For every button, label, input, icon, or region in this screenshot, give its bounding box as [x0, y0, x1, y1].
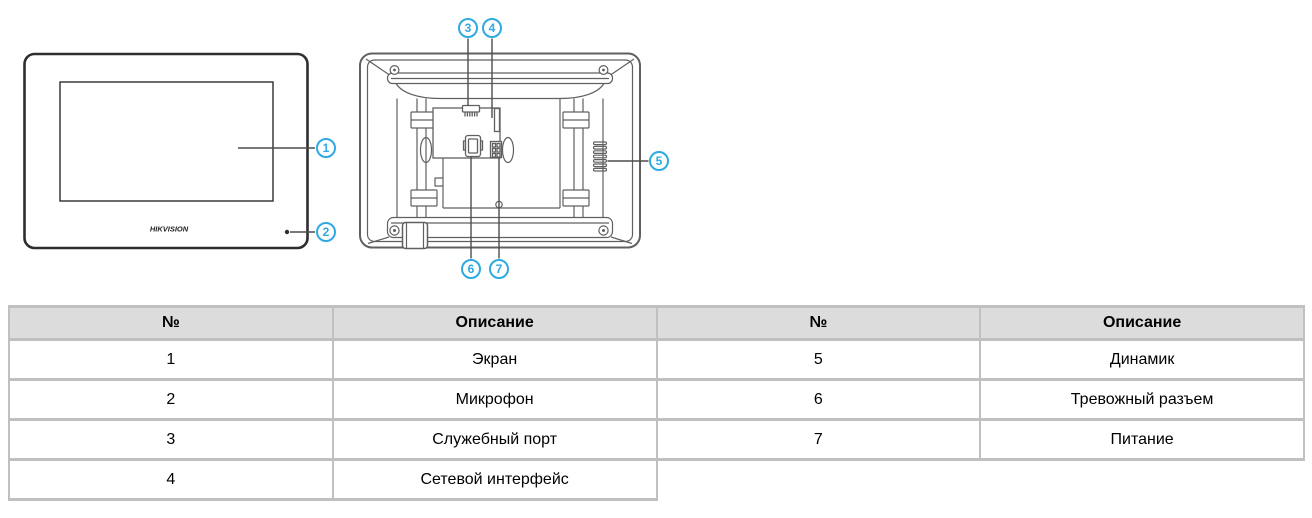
- cell-empty: [657, 460, 981, 500]
- header-description-right: Описание: [980, 307, 1304, 340]
- cell-number: 3: [9, 420, 333, 460]
- cell-number: 1: [9, 340, 333, 380]
- table-row: [9, 340, 1304, 380]
- connector-panel: [433, 106, 502, 159]
- cell-description: Служебный порт: [333, 420, 657, 460]
- cell-empty: [980, 460, 1304, 500]
- cell-description: Питание: [980, 420, 1304, 460]
- front-view-drawing: [25, 54, 308, 248]
- screen-outline: [60, 82, 273, 201]
- alarm-terminal-block: [491, 142, 502, 158]
- callout-6: 6: [461, 259, 481, 279]
- cell-description: Экран: [333, 340, 657, 380]
- callout-1: 1: [316, 138, 336, 158]
- cell-description: Тревожный разъем: [980, 380, 1304, 420]
- cell-number: 2: [9, 380, 333, 420]
- microphone-dot: [285, 230, 289, 234]
- parts-description-table: [8, 305, 1305, 501]
- back-view-drawing: [360, 54, 640, 249]
- cell-description: Сетевой интерфейс: [333, 460, 657, 500]
- cell-number: 7: [657, 420, 981, 460]
- cell-description: Микрофон: [333, 380, 657, 420]
- brand-logo: HIKVISION: [149, 224, 189, 234]
- table-row: [9, 380, 1304, 420]
- usb-port: [464, 136, 483, 157]
- header-number-left: №: [9, 307, 333, 340]
- cell-description: Динамик: [980, 340, 1304, 380]
- header-description-left: Описание: [333, 307, 657, 340]
- table-row: [9, 420, 1304, 460]
- table-row: [9, 460, 1304, 500]
- header-number-right: №: [657, 307, 981, 340]
- callout-5: 5: [649, 151, 669, 171]
- callout-7: 7: [489, 259, 509, 279]
- callout-2: 2: [316, 222, 336, 242]
- callout-3: 3: [458, 18, 478, 38]
- callout-4: 4: [482, 18, 502, 38]
- cell-number: 4: [9, 460, 333, 500]
- table-header-row: [9, 307, 1304, 340]
- cell-number: 5: [657, 340, 981, 380]
- cable-clamp: [403, 223, 428, 249]
- cell-number: 6: [657, 380, 981, 420]
